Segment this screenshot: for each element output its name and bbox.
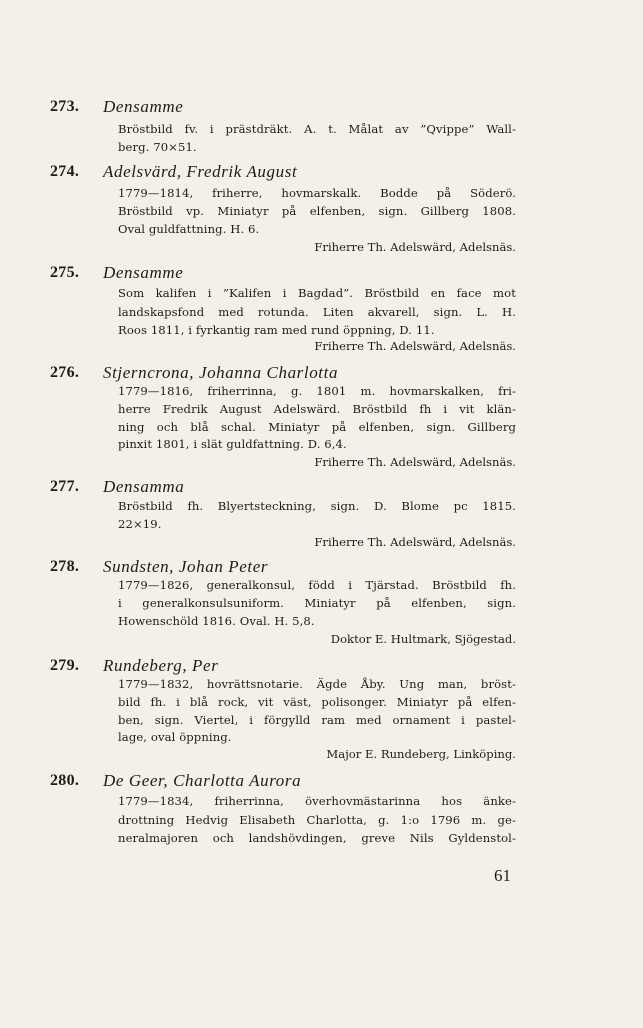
entry-text-line: Bröstbild fh. Blyertsteckning, sign. D. Blome pc 1815. [118,499,516,513]
entry-text-line: i generalkonsulsuniform. Miniatyr på elfenben, sign. [118,596,516,610]
entry-text-line: berg. 70×51. [118,140,197,154]
entry-text-line: lage, oval öppning. [118,730,232,744]
entry-owner: Friherre Th. Adelswärd, Adelsnäs. [314,339,516,353]
entry-text-line: bild fh. i blå rock, vit väst, polisonger. Miniatyr på elfen- [118,695,516,709]
entry-name: Adelsvärd, Fredrik August [103,162,298,181]
entry-name: Sundsten, Johan Peter [103,557,269,576]
entry-text-line: drottning Hedvig Elisabeth Charlotta, g. 1:o 1796 m. ge- [118,813,516,827]
entry-number: 276. [50,364,80,381]
entry-text-line: Bröstbild vp. Miniatyr på elfenben, sign. Gillberg 1808. [118,204,516,218]
entry-text-line: Som kalifen i ”Kalifen i Bagdad”. Bröstbild en face mot [118,286,516,300]
entry-text-line: 1779—1814, friherre, hovmarskalk. Bodde på Söderö. [118,186,516,200]
entry-text-line: neralmajoren och landshövdingen, greve Nils Gyldenstol- [118,831,516,845]
entry-text-line: 1779—1826, generalkonsul, född i Tjärstad. Bröstbild fh. [118,578,516,592]
entry-number: 277. [50,478,80,495]
entry-text-line: 1779—1816, friherrinna, g. 1801 m. hovmarskalken, fri- [118,384,516,398]
entry-text-line: Roos 1811, i fyrkantig ram med rund öppning, D. 11. [118,323,435,337]
entry-owner: Friherre Th. Adelswärd, Adelsnäs. [314,455,516,469]
entry-text-line: landskapsfond med rotunda. Liten akvarell, sign. L. H. [118,305,516,319]
entry-name: Densamma [103,477,185,496]
entry-text-line: ning och blå schal. Miniatyr på elfenben, sign. Gillberg [118,420,516,434]
entry-text-line: Bröstbild fv. i prästdräkt. A. t. Målat av ”Qvippe” Wall- [118,122,516,136]
entry-name: Densamme [103,263,184,282]
entry-number: 275. [50,264,80,281]
entry-text-line: Oval guldfattning. H. 6. [118,222,260,236]
entry-owner: Doktor E. Hultmark, Sjögestad. [330,632,516,646]
page-number: 61 [494,866,511,885]
entry-name: Densamme [103,97,184,116]
entry-text-line: ben, sign. Viertel, i förgylld ram med ornament i pastel- [118,713,516,727]
entry-number: 274. [50,163,80,180]
entry-number: 273. [50,98,80,115]
entry-owner: Friherre Th. Adelswärd, Adelsnäs. [314,535,516,549]
entry-text-line: herre Fredrik August Adelswärd. Bröstbild fh i vit klän- [118,402,516,416]
entry-text-line: 1779—1832, hovrättsnotarie. Ägde Åby. Ung man, bröst- [118,677,516,691]
entry-text-line: pinxit 1801, i slät guldfattning. D. 6,4. [118,437,347,451]
entry-name: Stjerncrona, Johanna Charlotta [103,363,339,382]
entry-name: De Geer, Charlotta Aurora [103,771,302,790]
entry-owner: Major E. Rundeberg, Linköping. [326,747,516,761]
entry-text-line: 22×19. [118,517,162,531]
entry-text-line: 1779—1834, friherrinna, överhovmästarinna hos änke- [118,794,516,808]
entry-number: 279. [50,657,80,674]
entry-name: Rundeberg, Per [103,656,219,675]
entry-number: 280. [50,772,80,789]
entry-text-line: Howenschöld 1816. Oval. H. 5,8. [118,614,315,628]
entry-number: 278. [50,558,80,575]
entry-owner: Friherre Th. Adelswärd, Adelsnäs. [314,240,516,254]
